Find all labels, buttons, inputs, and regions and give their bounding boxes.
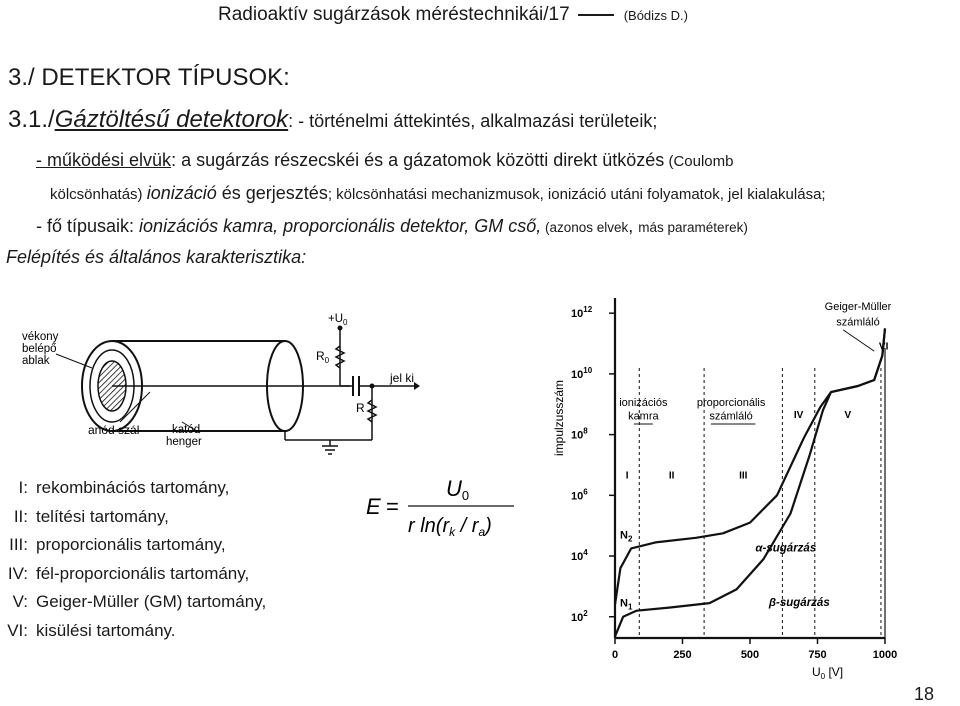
range-text: Geiger-Müller (GM) tartomány, xyxy=(36,592,267,612)
gas-tube-diagram xyxy=(0,300,440,460)
signal-label: jel ki xyxy=(390,371,415,385)
section-title: 3./ DETEKTOR TÍPUSOK: xyxy=(8,64,290,91)
types-list: ionizációs kamra, proporcionális detektor, GM cső, xyxy=(139,216,542,236)
region-label: III xyxy=(739,470,748,482)
chart-text xyxy=(552,301,892,681)
x-tick-label: 1000 xyxy=(872,649,898,661)
chart-lines xyxy=(615,328,885,636)
window-label-3: ablak xyxy=(22,355,50,367)
principle-coulomb: (Coulomb xyxy=(664,153,734,170)
types-line xyxy=(36,216,748,237)
types-label: - fő típusaik: xyxy=(36,216,140,236)
header-author: (Bódizs D.) xyxy=(623,8,688,23)
list-item xyxy=(0,474,266,503)
structure-heading: Felépítés és általános karakterisztika: xyxy=(6,247,307,267)
y-tick-label: $10^4$ xyxy=(571,548,588,564)
formula-e: E xyxy=(366,494,381,519)
formula-denominator: r $\ln(r_k / r_a)$ xyxy=(408,515,492,539)
y-tick-label: $10^{10}$ xyxy=(571,365,593,381)
annotation-ion-2: kamra xyxy=(628,410,659,423)
formula-eq: = xyxy=(386,494,399,519)
subsection-number: 3.1./ xyxy=(8,106,55,133)
region-label: VI xyxy=(878,341,889,353)
cathode-label-2: henger xyxy=(166,436,202,448)
field-formula xyxy=(362,470,532,546)
list-item xyxy=(0,560,266,589)
range-num: I: xyxy=(18,478,28,497)
annotation-ion-1: ionizációs xyxy=(619,396,668,409)
range-num: V: xyxy=(12,592,28,612)
list-item xyxy=(0,588,266,617)
range-text: fél-proporcionális tartomány, xyxy=(36,563,250,583)
series-line-alpha xyxy=(615,328,885,604)
range-num: VI: xyxy=(7,620,28,640)
x-tick-label: 500 xyxy=(740,649,760,661)
annotation-gm-leader xyxy=(843,330,874,351)
page-header xyxy=(218,4,688,26)
header-dash xyxy=(578,14,614,16)
x-tick-label: 250 xyxy=(673,649,692,661)
principle-line-2 xyxy=(50,183,826,204)
range-num: III: xyxy=(9,535,28,555)
region-label: IV xyxy=(793,409,804,421)
list-item xyxy=(0,531,266,560)
excitation-text: és gerjesztés xyxy=(216,183,328,203)
header-title: Radioaktív sugárzások méréstechnikái/17 xyxy=(218,4,570,25)
subsection-rest: : - történelmi áttekintés, alkalmazási területeik; xyxy=(288,111,658,131)
range-text: proporcionális tartomány, xyxy=(36,535,226,555)
x-tick-label: 0 xyxy=(611,649,619,661)
r-label: R xyxy=(356,401,365,415)
types-note-a: (azonos elvek xyxy=(541,220,629,235)
range-list xyxy=(0,474,266,646)
annotation-prop-2: számláló xyxy=(709,410,753,423)
series-label-alpha: α-sugárzás xyxy=(755,542,817,555)
window-label-2: belépő xyxy=(22,343,57,355)
types-note-comma: , xyxy=(628,216,639,236)
u0-terminal xyxy=(338,326,343,331)
region-label: I xyxy=(625,470,629,482)
cathode-label-1: katód xyxy=(172,424,201,436)
region-label: V xyxy=(844,409,852,421)
y-tick-label: $10^6$ xyxy=(571,487,588,503)
x-tick-label: 750 xyxy=(808,649,827,661)
interaction-text: kölcsönhatás) xyxy=(50,186,147,203)
range-num: II: xyxy=(13,506,28,526)
mechanism-text: ; kölcsönhatási mechanizmusok, ionizáció utáni folyamatok, jel kialakulása; xyxy=(327,186,826,203)
range-text: rekombinációs tartomány, xyxy=(36,478,230,497)
y-tick-label: $10^8$ xyxy=(571,426,588,442)
anode-label: anód szál xyxy=(88,423,140,437)
region-label: II xyxy=(668,470,675,482)
level-label: $N_1$ xyxy=(620,597,633,612)
list-item xyxy=(0,617,266,646)
series-label-beta: β-sugárzás xyxy=(768,597,830,610)
page-number: 18 xyxy=(913,684,934,704)
principle-label: - működési elvük xyxy=(36,150,172,170)
annotation-gm-1: Geiger-Müller xyxy=(824,301,892,314)
range-text: kisülési tartomány. xyxy=(36,620,176,640)
x-axis-label: $U_0$ [V] xyxy=(812,665,844,681)
y-tick-label: $10^{12}$ xyxy=(571,305,593,321)
list-item xyxy=(0,503,266,532)
level-label: $N_2$ xyxy=(620,529,633,544)
annotation-prop-1: proporcionális xyxy=(696,396,766,409)
chart-frame xyxy=(615,298,885,638)
signal-arrowhead xyxy=(414,382,420,390)
subsection-title: Gáztöltésű detektorok xyxy=(54,106,289,133)
r0-label: $R_0$ xyxy=(316,349,330,365)
range-num: IV: xyxy=(7,563,28,583)
annotation-gm-2: számláló xyxy=(836,316,880,329)
chart-regions xyxy=(626,342,889,638)
types-note-b: más paraméterek) xyxy=(638,220,748,235)
principle-line xyxy=(36,150,734,171)
formula-numerator: U0 xyxy=(446,476,470,503)
y-tick-label: $10^2$ xyxy=(571,608,588,624)
characteristic-chart xyxy=(540,278,960,690)
window-label-1: vékony xyxy=(22,331,59,343)
series-line-beta xyxy=(615,328,885,636)
u0-label: $+U_0$ xyxy=(328,313,348,327)
y-axis-label: impulzusszám xyxy=(552,379,566,457)
range-text: telítési tartomány, xyxy=(36,506,169,526)
subsection-heading xyxy=(8,106,657,134)
principle-text: : a sugárzás részecskéi és a gázatomok közötti direkt ütközés xyxy=(171,150,665,170)
ionization-text: ionizáció xyxy=(146,183,217,203)
